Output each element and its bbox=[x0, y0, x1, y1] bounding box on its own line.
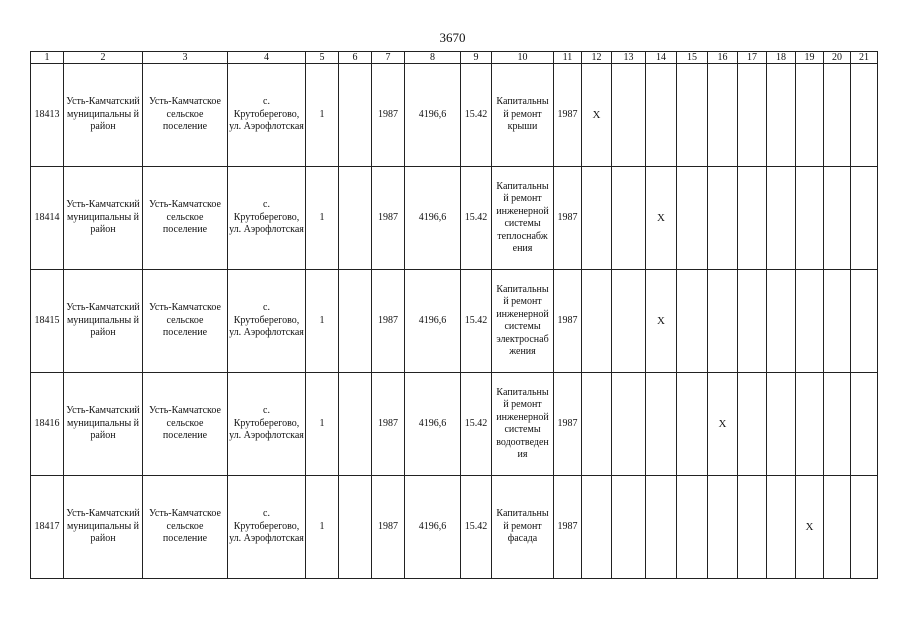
table-cell bbox=[677, 270, 708, 373]
table-cell: 18413 bbox=[31, 64, 64, 167]
table-cell: 1987 bbox=[372, 476, 405, 579]
table-row bbox=[31, 64, 878, 167]
table-row bbox=[31, 167, 878, 270]
table-cell bbox=[738, 373, 767, 476]
table-cell bbox=[612, 373, 646, 476]
table-cell: 15.42 bbox=[461, 167, 492, 270]
table-row bbox=[31, 373, 878, 476]
table-cell bbox=[708, 270, 738, 373]
table-cell: Капитальны й ремонт инженерной системы теплоснабж ения bbox=[492, 167, 554, 270]
page-number: 3670 bbox=[439, 30, 466, 45]
table-cell bbox=[851, 64, 878, 167]
table-cell: 18414 bbox=[31, 167, 64, 270]
table-cell: Капитальны й ремонт инженерной системы водоотведен ия bbox=[492, 373, 554, 476]
table-cell: 1 bbox=[306, 270, 339, 373]
table-cell bbox=[339, 167, 372, 270]
table-cell bbox=[767, 476, 796, 579]
column-header-row bbox=[31, 52, 878, 64]
table-cell: 1987 bbox=[554, 64, 582, 167]
table-cell: Усть-Камчатское сельское поселение bbox=[143, 64, 228, 167]
table-cell bbox=[612, 167, 646, 270]
table-cell bbox=[824, 167, 851, 270]
table-cell: Усть-Камчатское сельское поселение bbox=[143, 373, 228, 476]
table-cell bbox=[796, 167, 824, 270]
table-cell: с. Крутоберегово, ул. Аэрофлотская bbox=[228, 476, 306, 579]
table-cell bbox=[708, 476, 738, 579]
table-cell bbox=[339, 64, 372, 167]
table-cell bbox=[646, 373, 677, 476]
table-cell bbox=[582, 373, 612, 476]
table-cell: 1987 bbox=[554, 270, 582, 373]
table-cell: Усть-Камчатское сельское поселение bbox=[143, 270, 228, 373]
table-cell bbox=[738, 167, 767, 270]
table-cell: Капитальны й ремонт инженерной системы электроснаб жения bbox=[492, 270, 554, 373]
column-header-4: 4 bbox=[228, 52, 306, 64]
column-header-2: 2 bbox=[64, 52, 143, 64]
table-cell: 18415 bbox=[31, 270, 64, 373]
column-header-8: 8 bbox=[405, 52, 461, 64]
column-header-7: 7 bbox=[372, 52, 405, 64]
mark-cell: X bbox=[796, 476, 824, 579]
table-cell: 15.42 bbox=[461, 270, 492, 373]
column-header-15: 15 bbox=[677, 52, 708, 64]
column-header-20: 20 bbox=[824, 52, 851, 64]
table-cell: 4196,6 bbox=[405, 64, 461, 167]
table-cell bbox=[767, 167, 796, 270]
table-cell: Усть-Камчатский муниципальны й район bbox=[64, 373, 143, 476]
registry-table bbox=[30, 51, 878, 579]
table-cell bbox=[738, 270, 767, 373]
table-cell bbox=[851, 476, 878, 579]
table-cell: с. Крутоберегово, ул. Аэрофлотская bbox=[228, 373, 306, 476]
table-cell: 1 bbox=[306, 476, 339, 579]
table-cell bbox=[677, 476, 708, 579]
column-header-16: 16 bbox=[708, 52, 738, 64]
table-cell: 1 bbox=[306, 167, 339, 270]
table-cell: 1987 bbox=[372, 167, 405, 270]
table-cell: 15.42 bbox=[461, 476, 492, 579]
mark-cell: X bbox=[646, 167, 677, 270]
table-cell: 1987 bbox=[554, 476, 582, 579]
table-cell bbox=[738, 64, 767, 167]
column-header-1: 1 bbox=[31, 52, 64, 64]
table-cell bbox=[708, 64, 738, 167]
table-cell bbox=[646, 64, 677, 167]
table-cell bbox=[824, 270, 851, 373]
column-header-21: 21 bbox=[851, 52, 878, 64]
mark-cell: X bbox=[708, 373, 738, 476]
table-cell bbox=[796, 373, 824, 476]
table-cell: 4196,6 bbox=[405, 476, 461, 579]
table-cell bbox=[796, 64, 824, 167]
mark-cell: X bbox=[646, 270, 677, 373]
table-cell: 1987 bbox=[372, 64, 405, 167]
table-cell bbox=[646, 476, 677, 579]
table-cell bbox=[767, 373, 796, 476]
table-cell: 15.42 bbox=[461, 64, 492, 167]
table-cell: Усть-Камчатский муниципальны й район bbox=[64, 476, 143, 579]
column-header-18: 18 bbox=[767, 52, 796, 64]
table-cell: 1987 bbox=[554, 373, 582, 476]
table-cell: 4196,6 bbox=[405, 270, 461, 373]
column-header-10: 10 bbox=[492, 52, 554, 64]
table-cell: Капитальны й ремонт крыши bbox=[492, 64, 554, 167]
table-cell: с. Крутоберегово, ул. Аэрофлотская bbox=[228, 270, 306, 373]
table-cell: с. Крутоберегово, ул. Аэрофлотская bbox=[228, 64, 306, 167]
table-cell bbox=[582, 476, 612, 579]
column-header-19: 19 bbox=[796, 52, 824, 64]
table-cell: 1987 bbox=[554, 167, 582, 270]
table-cell bbox=[339, 270, 372, 373]
table-cell: с. Крутоберегово, ул. Аэрофлотская bbox=[228, 167, 306, 270]
table-cell bbox=[612, 270, 646, 373]
table-cell: 15.42 bbox=[461, 373, 492, 476]
column-header-6: 6 bbox=[339, 52, 372, 64]
table-cell: Усть-Камчатский муниципальны й район bbox=[64, 270, 143, 373]
table-cell bbox=[824, 476, 851, 579]
table-cell: Усть-Камчатское сельское поселение bbox=[143, 476, 228, 579]
table-cell bbox=[851, 373, 878, 476]
table-cell bbox=[851, 270, 878, 373]
table-cell bbox=[677, 64, 708, 167]
table-cell bbox=[738, 476, 767, 579]
table-cell bbox=[612, 64, 646, 167]
table-cell bbox=[824, 64, 851, 167]
mark-cell: X bbox=[582, 64, 612, 167]
table-cell: Капитальны й ремонт фасада bbox=[492, 476, 554, 579]
table-cell: 4196,6 bbox=[405, 167, 461, 270]
table-cell bbox=[824, 373, 851, 476]
column-header-12: 12 bbox=[582, 52, 612, 64]
table-cell bbox=[582, 270, 612, 373]
column-header-5: 5 bbox=[306, 52, 339, 64]
table-cell: 1 bbox=[306, 373, 339, 476]
table-cell bbox=[582, 167, 612, 270]
table-cell bbox=[851, 167, 878, 270]
table-cell: 18417 bbox=[31, 476, 64, 579]
table-row bbox=[31, 476, 878, 579]
column-header-3: 3 bbox=[143, 52, 228, 64]
table-cell bbox=[767, 270, 796, 373]
table-cell: 1987 bbox=[372, 270, 405, 373]
column-header-13: 13 bbox=[612, 52, 646, 64]
table-cell: Усть-Камчатский муниципальны й район bbox=[64, 167, 143, 270]
table-cell: Усть-Камчатское сельское поселение bbox=[143, 167, 228, 270]
column-header-14: 14 bbox=[646, 52, 677, 64]
column-header-17: 17 bbox=[738, 52, 767, 64]
column-header-11: 11 bbox=[554, 52, 582, 64]
table-cell bbox=[339, 373, 372, 476]
table-cell: Усть-Камчатский муниципальны й район bbox=[64, 64, 143, 167]
table-cell bbox=[677, 373, 708, 476]
table-cell: 1 bbox=[306, 64, 339, 167]
table-cell bbox=[677, 167, 708, 270]
table-cell bbox=[612, 476, 646, 579]
table-row bbox=[31, 270, 878, 373]
table-cell: 1987 bbox=[372, 373, 405, 476]
table-cell: 18416 bbox=[31, 373, 64, 476]
table-cell bbox=[767, 64, 796, 167]
table-cell bbox=[339, 476, 372, 579]
table-cell bbox=[708, 167, 738, 270]
table-cell bbox=[796, 270, 824, 373]
table-cell: 4196,6 bbox=[405, 373, 461, 476]
column-header-9: 9 bbox=[461, 52, 492, 64]
